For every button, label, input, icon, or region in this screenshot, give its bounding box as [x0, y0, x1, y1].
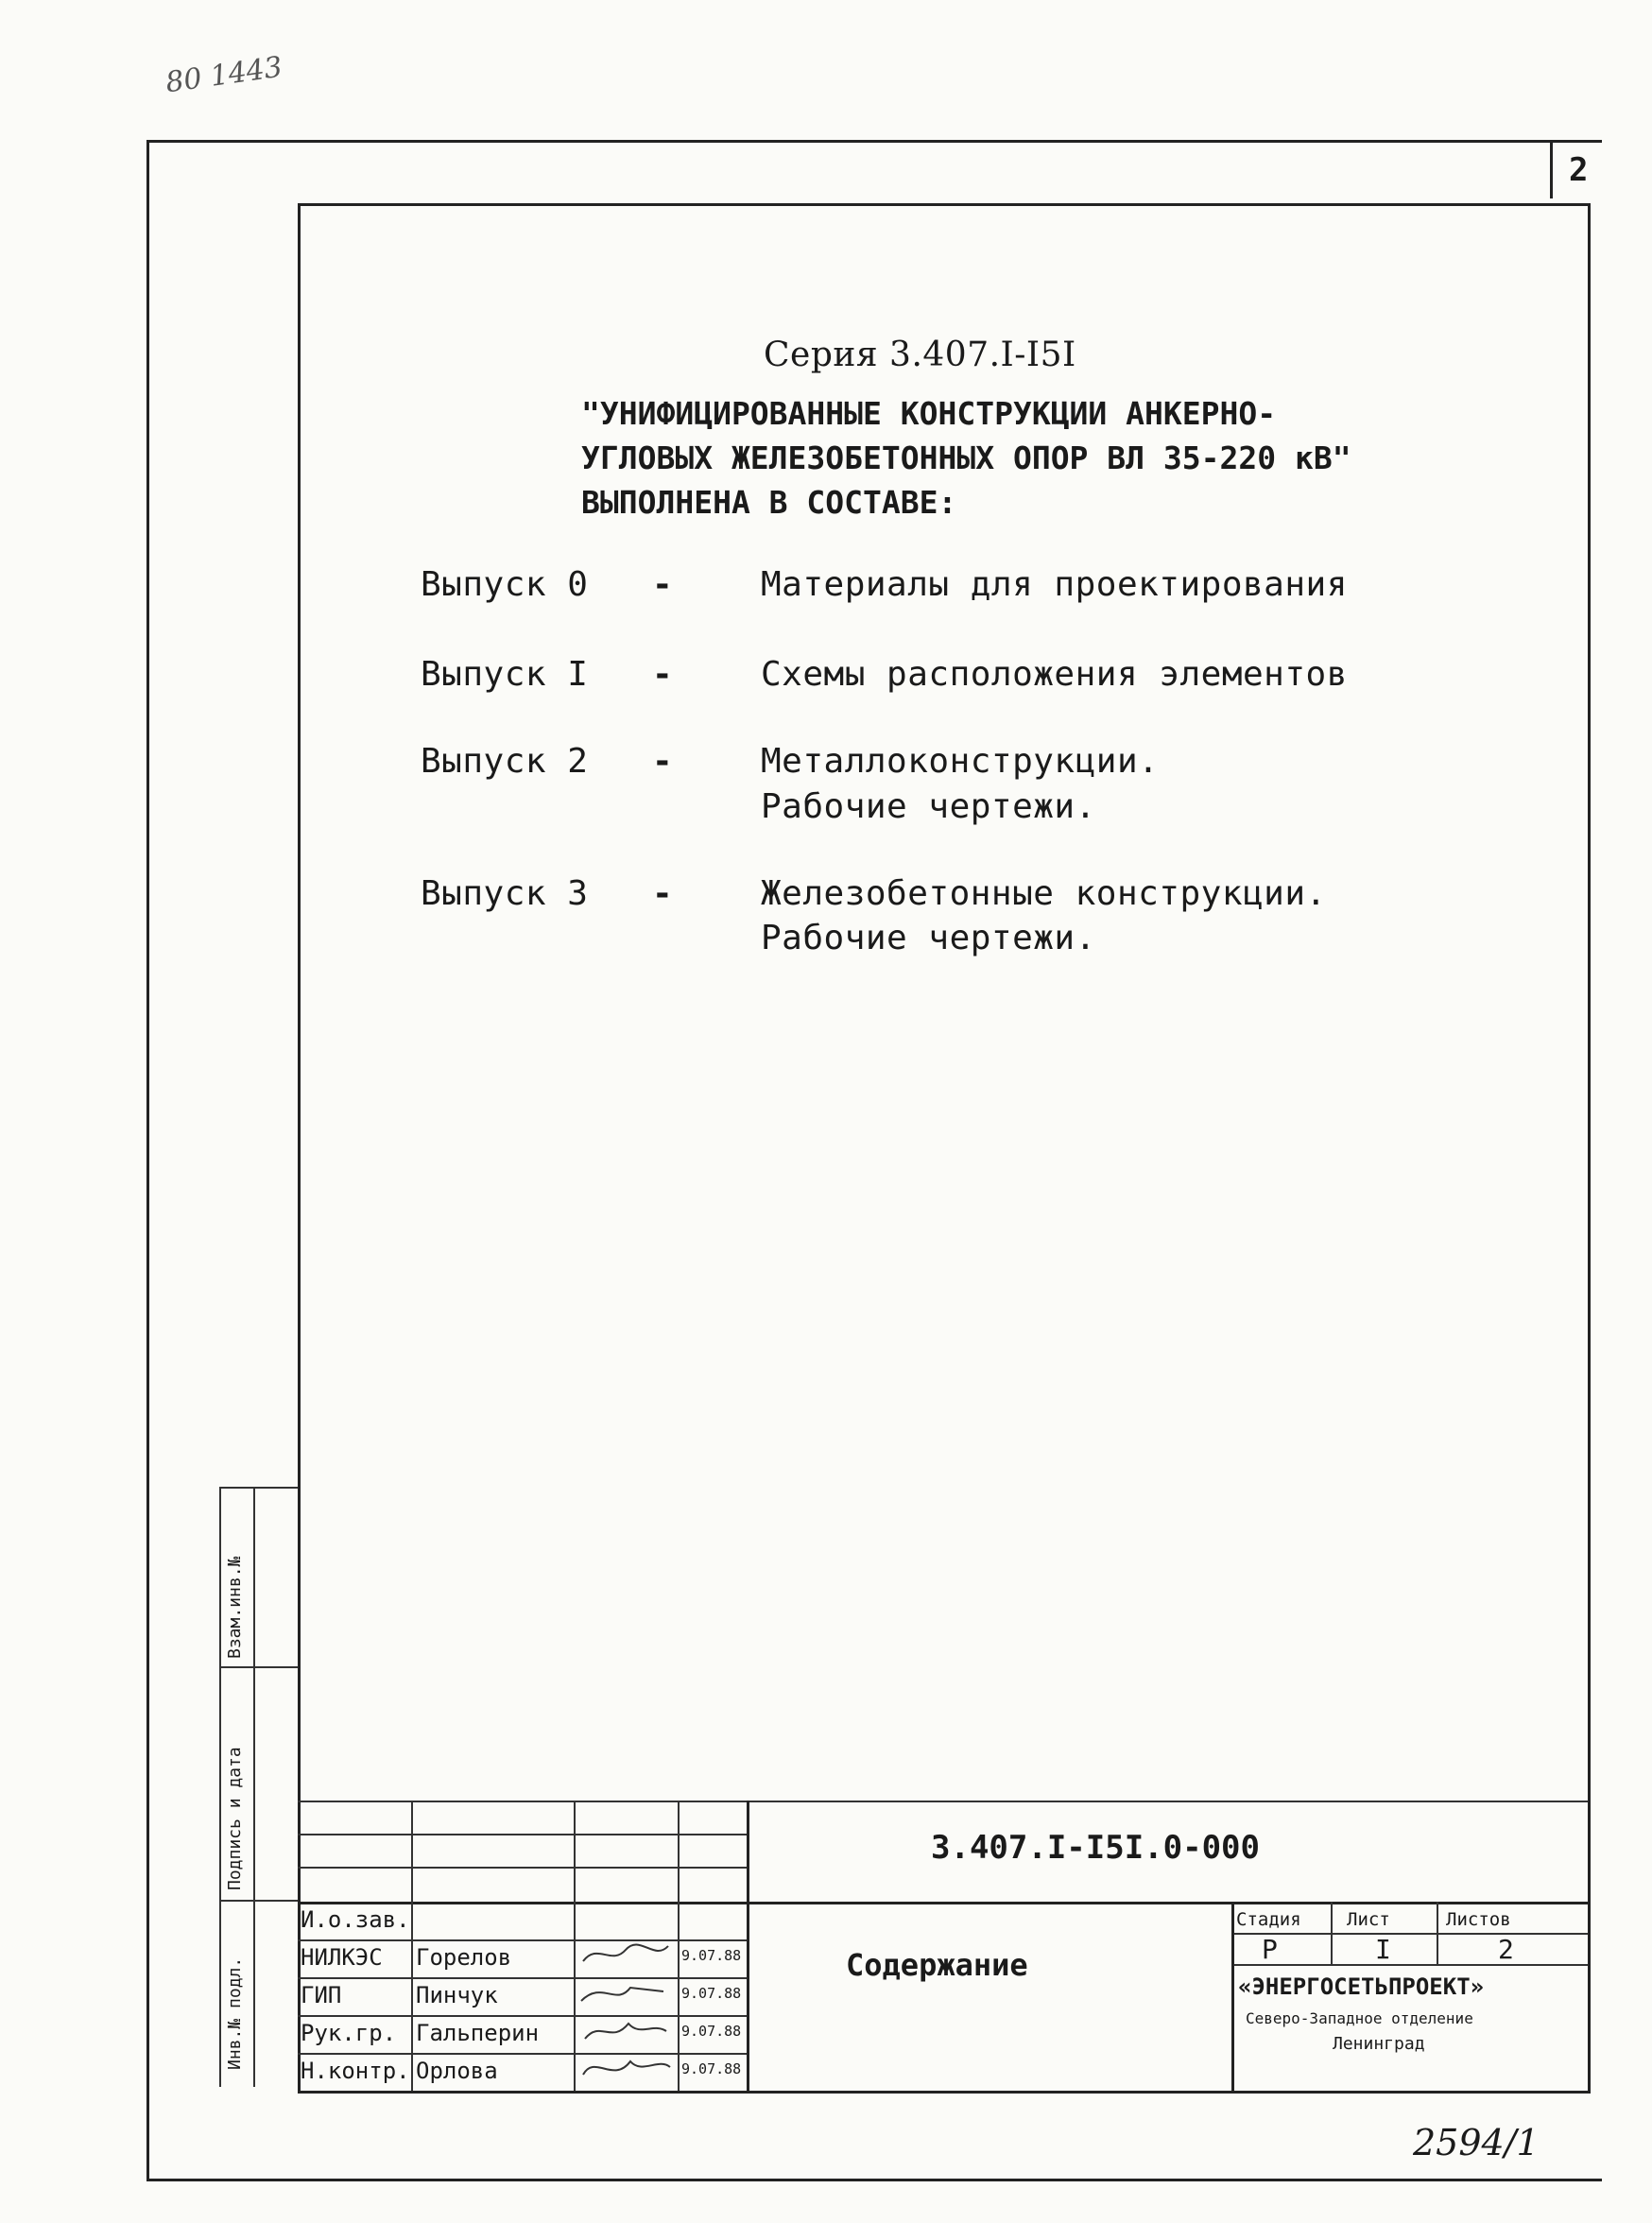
organization-department: Северо-Западное отделение: [1246, 2009, 1473, 2027]
side-strip-line: [219, 1487, 221, 2087]
side-label-inv: Инв.№ подл.: [225, 1956, 245, 2070]
issue-label: Выпуск 0: [421, 565, 589, 604]
issue-dash: -: [652, 565, 674, 604]
issue-description-2: Рабочие чертежи.: [761, 919, 1096, 957]
stamp-line: [1231, 1964, 1588, 1966]
stamp-name: Орлова: [416, 2058, 498, 2084]
side-label-vzam: Взам.инв.№: [225, 1556, 245, 1659]
issue-label: Выпуск I: [421, 655, 589, 694]
issue-dash: -: [652, 742, 674, 781]
frame-top: [298, 203, 1588, 206]
issue-label: Выпуск 2: [421, 742, 589, 781]
stamp-role: НИЛКЭС: [301, 1944, 383, 1971]
issue-label: Выпуск 3: [421, 874, 589, 913]
stamp-role: Рук.гр.: [301, 2020, 397, 2046]
sheets-value: 2: [1498, 1934, 1514, 1965]
issue-description: Металлоконструкции.: [761, 742, 1160, 781]
side-strip-divider: [219, 1666, 298, 1668]
issue-dash: -: [652, 874, 674, 913]
corner-note: 80 1443: [163, 50, 284, 100]
stamp-role: ГИП: [301, 1982, 342, 2008]
stamp-line: [298, 1902, 1588, 1904]
sheet-header: Лист: [1347, 1909, 1390, 1930]
issue-description: Схемы расположения элементов: [761, 655, 1348, 694]
stamp-line: [1231, 1933, 1588, 1935]
issue-dash: -: [652, 655, 674, 694]
stamp-role: И.о.зав.: [301, 1906, 410, 1933]
stamp-date: 9.07.88: [681, 2060, 742, 2077]
stage-header: Стадия: [1236, 1909, 1301, 1930]
side-strip-divider: [219, 1900, 298, 1902]
bottom-border: [146, 2179, 1602, 2181]
title-line-1: "УНИФИЦИРОВАННЫЕ КОНСТРУКЦИИ АНКЕРНО-: [581, 395, 1277, 432]
stamp-date: 9.07.88: [681, 2023, 742, 2040]
stamp-role: Н.контр.: [301, 2058, 410, 2084]
top-border: [146, 140, 1602, 143]
sheet-value: I: [1375, 1934, 1391, 1965]
sheets-header: Листов: [1446, 1909, 1511, 1930]
stamp-name: Пинчук: [416, 1982, 498, 2008]
stamp-line: [298, 1801, 1588, 1802]
issue-description: Материалы для проектирования: [761, 565, 1348, 604]
organization-name: «ЭНЕРГОСЕТЬПРОЕКТ»: [1238, 1973, 1485, 2000]
stamp-name: Гальперин: [416, 2020, 540, 2046]
stage-value: Р: [1262, 1934, 1278, 1965]
stamp-col: [678, 1801, 680, 2091]
archive-number: 2594/1: [1413, 2122, 1540, 2163]
left-border: [146, 140, 149, 2181]
issue-description: Железобетонные конструкции.: [761, 874, 1327, 913]
sheet-title: Содержание: [846, 1947, 1028, 1983]
stamp-col: [1437, 1902, 1438, 1964]
page-number: 2: [1569, 151, 1589, 189]
side-strip-top: [219, 1487, 298, 1489]
stamp-col: [1231, 1902, 1234, 2091]
frame-right: [1588, 203, 1591, 2094]
stamp-name: Горелов: [416, 1944, 512, 1971]
issue-description-2: Рабочие чертежи.: [761, 787, 1096, 826]
stamp-date: 9.07.88: [681, 1985, 742, 2002]
frame-left: [298, 203, 301, 2094]
series-title: Серия 3.407.I-I5I: [764, 336, 1076, 374]
document-code: 3.407.I-I5I.0-000: [931, 1829, 1260, 1867]
signature-marks: [574, 1933, 678, 2091]
frame-bottom: [298, 2091, 1591, 2094]
title-line-2: УГЛОВЫХ ЖЕЛЕЗОБЕТОННЫХ ОПОР ВЛ 35-220 кВ": [581, 439, 1351, 476]
stamp-col: [747, 1801, 749, 2091]
stamp-col: [411, 1801, 413, 2091]
organization-city: Ленинград: [1333, 2034, 1425, 2054]
title-line-3: ВЫПОЛНЕНА В СОСТАВЕ:: [581, 484, 957, 521]
side-strip-line: [253, 1487, 255, 2087]
page-number-divider: [1550, 142, 1553, 198]
stamp-date: 9.07.88: [681, 1947, 742, 1964]
side-label-podpis: Подпись и дата: [225, 1747, 245, 1890]
stamp-col: [1331, 1902, 1333, 1964]
